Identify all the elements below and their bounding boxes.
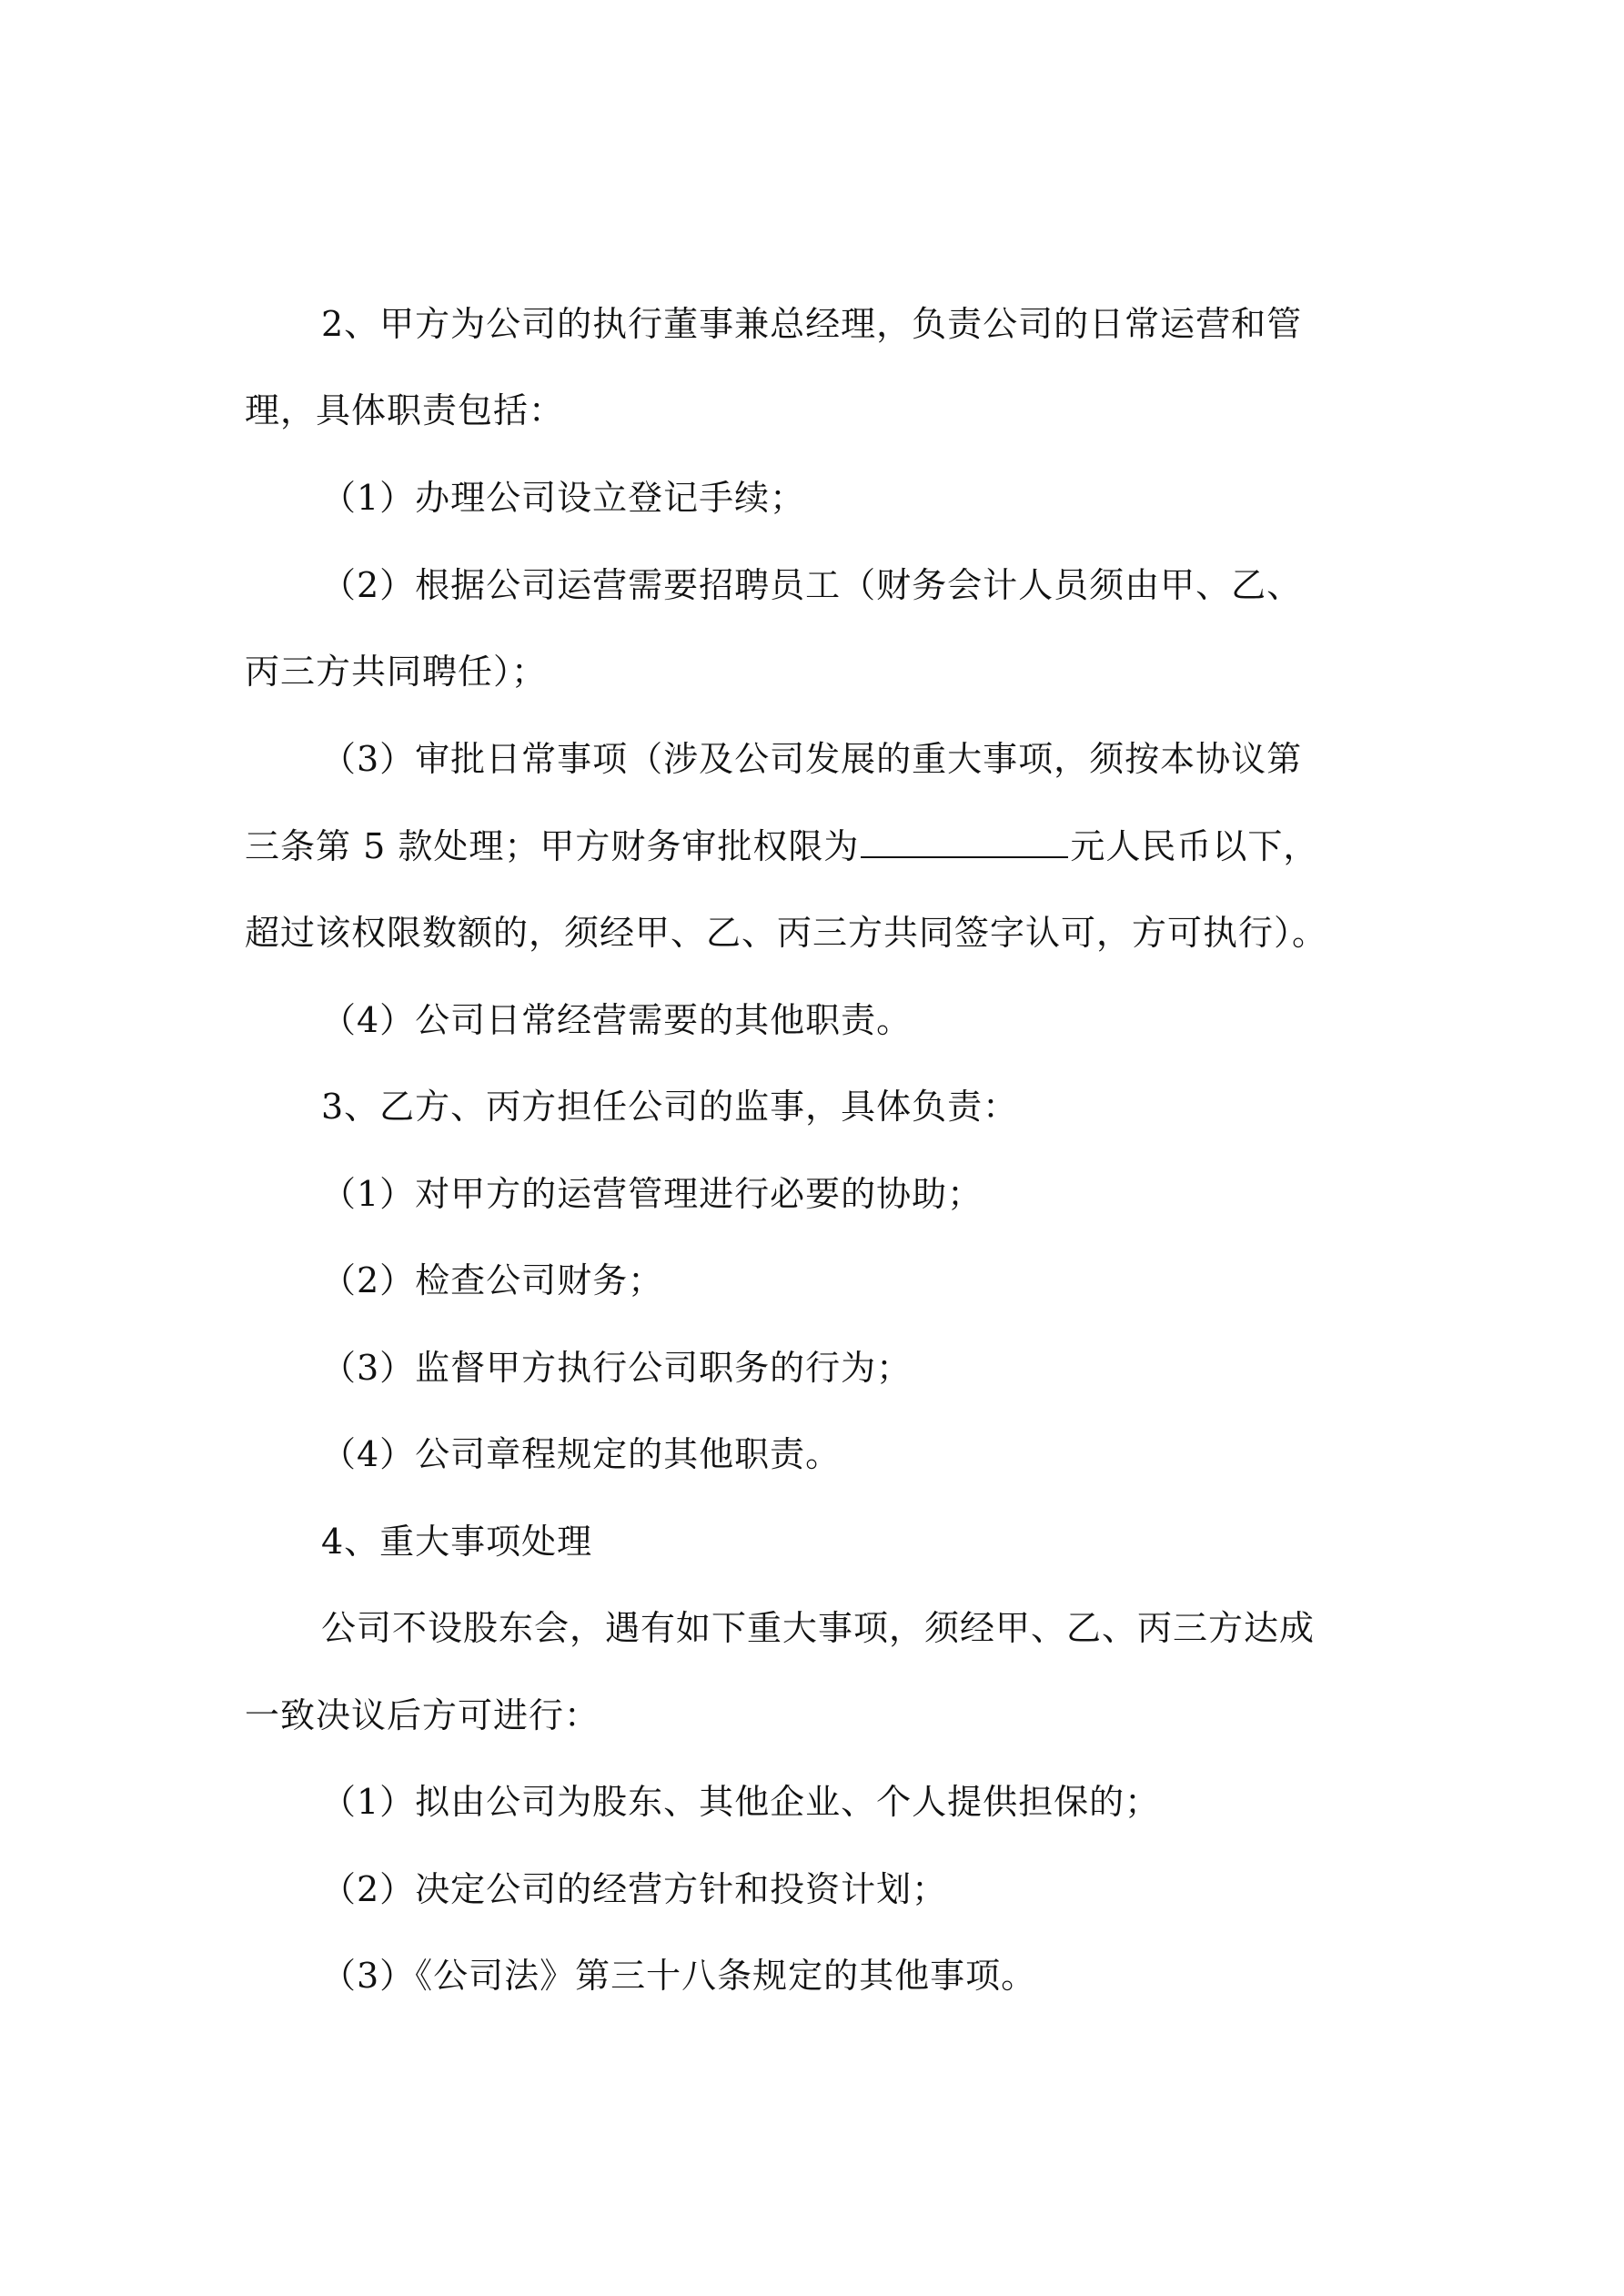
clause-3-item-2: （2）检查公司财务； xyxy=(321,1260,664,1300)
clause-3-item-4: （4）公司章程规定的其他职责。 xyxy=(321,1434,842,1474)
clause-2-item-3-line-2-suffix: 元人民币以下， xyxy=(1070,826,1319,866)
clause-4-item-3: （3）《公司法》第三十八条规定的其他事项。 xyxy=(321,1956,1037,1996)
clause-2-item-3-line-1: （3）审批日常事项（涉及公司发展的重大事项，须按本协议第 xyxy=(321,739,1303,779)
clause-2-item-3-line-2 xyxy=(245,824,1318,868)
clause-3-title: 3、乙方、丙方担任公司的监事，具体负责： xyxy=(321,1087,1019,1127)
clause-4-title: 4、重大事项处理 xyxy=(321,1522,593,1562)
clause-3-item-3: （3）监督甲方执行公司职务的行为； xyxy=(321,1348,913,1388)
clause-2-item-4: （4）公司日常经营需要的其他职责。 xyxy=(321,1000,913,1040)
clause-2-line-1: 2、甲方为公司的执行董事兼总经理，负责公司的日常运营和管 xyxy=(321,304,1303,344)
clause-2-line-2: 理，具体职责包括： xyxy=(245,390,565,430)
approval-limit-blank xyxy=(861,829,1068,858)
clause-2-item-2-line-1: （2）根据公司运营需要招聘员工（财务会计人员须由甲、乙、 xyxy=(321,565,1303,605)
clause-4-item-1: （1）拟由公司为股东、其他企业、个人提供担保的； xyxy=(321,1782,1161,1822)
clause-2-item-3-line-2-prefix: 三条第 5 款处理；甲方财务审批权限为 xyxy=(245,826,860,866)
clause-4-line-2: 一致决议后方可进行： xyxy=(245,1695,600,1735)
clause-2-item-3-line-3: 超过该权限数额的，须经甲、乙、丙三方共同签字认可，方可执行）。 xyxy=(245,913,1328,953)
clause-2-item-1: （1）办理公司设立登记手续； xyxy=(321,478,806,518)
clause-3-item-1: （1）对甲方的运营管理进行必要的协助； xyxy=(321,1174,983,1214)
clause-2-item-2-line-2: 丙三方共同聘任）； xyxy=(245,652,548,692)
clause-4-line-1: 公司不设股东会，遇有如下重大事项，须经甲、乙、丙三方达成 xyxy=(321,1608,1316,1648)
clause-4-item-2: （2）决定公司的经营方针和投资计划； xyxy=(321,1869,948,1909)
